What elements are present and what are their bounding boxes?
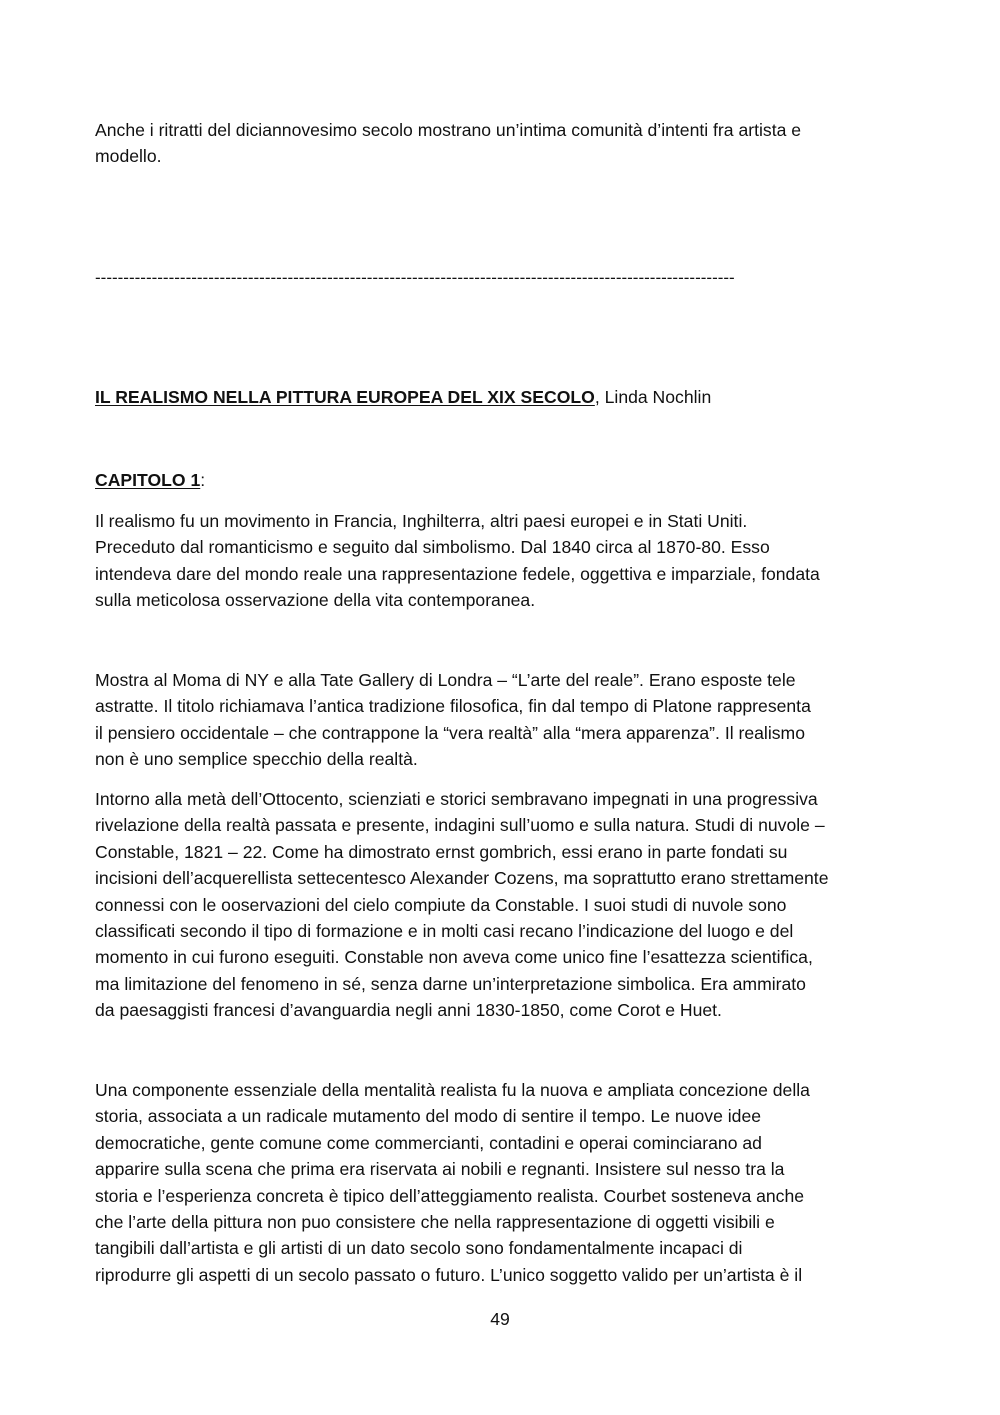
text-line: momento in cui furono eseguiti. Constable non aveva come unico fine l’esattezza scientifica, bbox=[95, 947, 813, 968]
text-line: Il realismo fu un movimento in Francia, Inghilterra, altri paesi europei e in Stati Uniti. bbox=[95, 511, 748, 531]
chapter-suffix: : bbox=[200, 470, 206, 490]
book-title bbox=[95, 384, 910, 410]
text-line: Intorno alla metà dell’Ottocento, scienziati e storici sembravano impegnati in una progressiva bbox=[95, 789, 818, 809]
text-line: il pensiero occidentale – che contrappone la “vera realtà” alla “mera apparenza”. Il realismo bbox=[95, 722, 805, 743]
text-line: sulla meticolosa osservazione della vita contemporanea. bbox=[95, 590, 536, 611]
chapter-label: CAPITOLO 1 bbox=[95, 470, 201, 490]
text-line: Constable, 1821 – 22. Come ha dimostrato ernst gombrich, essi erano in parte fondati su bbox=[95, 841, 788, 862]
section-divider: ----------------------------------------------------------------------------------------------------------------- bbox=[95, 268, 735, 287]
book-title-main: IL REALISMO NELLA PITTURA EUROPEA DEL XIX SECOLO bbox=[95, 387, 595, 407]
intro-paragraph bbox=[95, 117, 910, 170]
paragraph-1 bbox=[95, 508, 910, 614]
paragraph-2 bbox=[95, 667, 910, 773]
text-line: intendeva dare del mondo reale una rappresentazione fedele, oggettiva e imparziale, fondata bbox=[95, 563, 820, 584]
text-line: da paesaggisti francesi d’avanguardia negli anni 1830-1850, come Corot e Huet. bbox=[95, 1000, 722, 1021]
paragraph-3 bbox=[95, 786, 910, 1024]
text-line: storia e l’esperienza concreta è tipico dell’atteggiamento realista. Courbet sosteneva anche bbox=[95, 1185, 805, 1206]
text-line: storia, associata a un radicale mutamento del modo di sentire il tempo. Le nuove idee bbox=[95, 1106, 762, 1127]
text-line: connessi con le ooservazioni del cielo compiute da Constable. I suoi studi di nuvole sono bbox=[95, 894, 787, 915]
text-line: Preceduto dal romanticismo e seguito dal simbolismo. Dal 1840 circa al 1870-80. Esso bbox=[95, 537, 770, 558]
text-line: Una componente essenziale della mentalità realista fu la nuova e ampliata concezione della bbox=[95, 1080, 810, 1100]
text-line: apparire sulla scena che prima era riservata ai nobili e regnanti. Insistere sul nesso tra la bbox=[95, 1159, 785, 1180]
text-line: Mostra al Moma di NY e alla Tate Gallery di Londra – “L’arte del reale”. Erano esposte tele bbox=[95, 670, 796, 690]
chapter-heading bbox=[95, 467, 910, 493]
text-line: non è uno semplice specchio della realtà. bbox=[95, 749, 418, 770]
text-line: classificati secondo il tipo di formazione e in molti casi recano l’indicazione del luogo e del bbox=[95, 921, 794, 942]
page-number: 49 bbox=[490, 1309, 510, 1329]
text-line: ma limitazione del fenomeno in sé, senza darne un’interpretazione simbolica. Era ammirato bbox=[95, 973, 806, 994]
text-line: riprodurre gli aspetti di un secolo passato o futuro. L’unico soggetto valido per un’artista è il bbox=[95, 1264, 803, 1285]
text-line: modello. bbox=[95, 146, 162, 167]
paragraph-4 bbox=[95, 1077, 910, 1288]
text-line: astratte. Il titolo richiamava l’antica tradizione filosofica, fin dal tempo di Platone rappresenta bbox=[95, 696, 811, 717]
text-line: incisioni dell’acquerellista settecentesco Alexander Cozens, ma soprattutto erano strettamente bbox=[95, 868, 829, 889]
text-line: tangibili dall’artista e gli artisti di un dato secolo sono fondamentalmente incapaci di bbox=[95, 1238, 743, 1259]
text-line: che l’arte della pittura non puo consistere che nella rappresentazione di oggetti visibili e bbox=[95, 1212, 775, 1233]
text-line: Anche i ritratti del diciannovesimo secolo mostrano un’intima comunità d’intenti fra artista e bbox=[95, 120, 802, 140]
book-author: , Linda Nochlin bbox=[594, 387, 712, 407]
text-line: democratiche, gente comune come commercianti, contadini e operai cominciarano ad bbox=[95, 1132, 762, 1153]
text-line: rivelazione della realtà passata e presente, indagini sull’uomo e sulla natura. Studi di nuvole – bbox=[95, 815, 825, 836]
